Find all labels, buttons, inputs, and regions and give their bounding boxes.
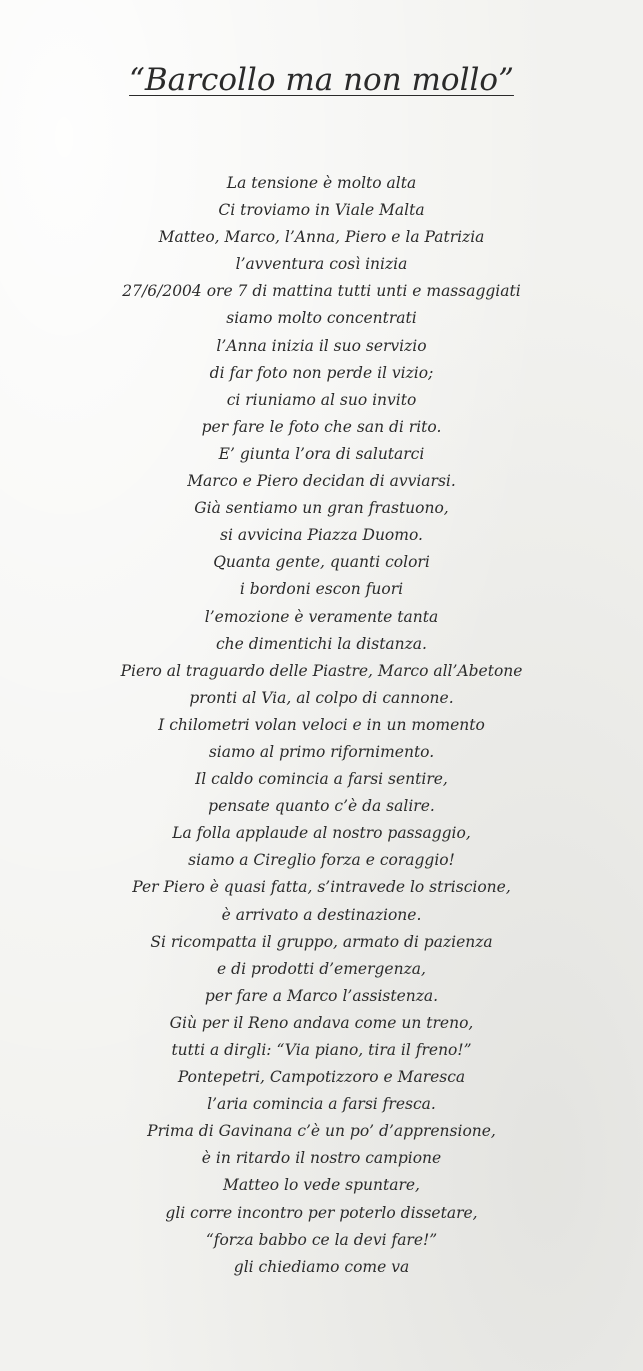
poem-line: La tensione è molto alta bbox=[226, 174, 417, 192]
poem-line: Giù per il Reno andava come un treno, bbox=[169, 1013, 474, 1032]
poem-line: siamo al primo rifornimento. bbox=[208, 742, 435, 761]
poem-line: e di prodotti d’emergenza, bbox=[217, 959, 426, 978]
poem-line: siamo molto concentrati bbox=[226, 309, 417, 328]
poem-line: Per Piero è quasi fatta, s’intravede lo striscione, bbox=[132, 878, 511, 897]
poem-line: I chilometri volan veloci e in un momento bbox=[158, 715, 485, 734]
poem-line: si avvicina Piazza Duomo. bbox=[220, 526, 423, 545]
poem-line: gli corre incontro per poterlo dissetare, bbox=[165, 1203, 478, 1222]
poem-line: l’Anna inizia il suo servizio bbox=[216, 336, 427, 355]
poem-line: siamo a Cireglio forza e coraggio! bbox=[188, 851, 455, 870]
poem-line: 27/6/2004 ore 7 di mattina tutti unti e massaggiati bbox=[122, 282, 521, 301]
poem-line: ci riuniamo al suo invito bbox=[226, 390, 417, 409]
poem-line: l’aria comincia a farsi fresca. bbox=[207, 1095, 436, 1114]
poem-line: Marco e Piero decidan di avviarsi. bbox=[187, 472, 456, 491]
poem-line: Si ricompatta il gruppo, armato di pazienza bbox=[150, 932, 493, 951]
poem-line: i bordoni escon fuori bbox=[239, 580, 404, 599]
poem-title-text: “Barcollo ma non mollo” bbox=[129, 62, 514, 98]
poem-line: è arrivato a destinazione. bbox=[221, 905, 422, 924]
poem-line: è in ritardo il nostro campione bbox=[201, 1149, 442, 1168]
poem-line: Prima di Gavinana c’è un po’ d’apprensione, bbox=[147, 1122, 496, 1141]
poem-line: per fare a Marco l’assistenza. bbox=[204, 986, 439, 1005]
poem-line: pronti al Via, al colpo di cannone. bbox=[189, 688, 454, 707]
poem-line: Già sentiamo un gran frastuono, bbox=[194, 499, 449, 518]
poem-line: Il caldo comincia a farsi sentire, bbox=[195, 770, 448, 789]
poem-line: Matteo lo vede spuntare, bbox=[223, 1176, 420, 1195]
poem-line: per fare le foto che san di rito. bbox=[201, 417, 442, 436]
poem-line: Pontepetri, Campotizzoro e Maresca bbox=[177, 1068, 466, 1087]
poem-line: di far foto non perde il vizio; bbox=[209, 363, 434, 382]
poem-title bbox=[0, 62, 643, 98]
poem-line: l’avventura così inizia bbox=[235, 255, 408, 274]
poem-line: Piero al traguardo delle Piastre, Marco all’Abetone bbox=[120, 661, 523, 680]
poem-line: gli chiediamo come va bbox=[233, 1257, 410, 1276]
poem-line: E’ giunta l’ora di salutarci bbox=[218, 444, 425, 463]
poem-line: Quanta gente, quanti colori bbox=[213, 553, 430, 572]
poem-line: l’emozione è veramente tanta bbox=[204, 607, 439, 626]
poem-line: tutti a dirgli: “Via piano, tira il freno!” bbox=[171, 1041, 472, 1059]
poem-body bbox=[0, 170, 643, 1281]
poem-line: Ci troviamo in Viale Malta bbox=[218, 201, 425, 220]
poem-line: che dimentichi la distanza. bbox=[216, 634, 427, 653]
poem-line: Matteo, Marco, l’Anna, Piero e la Patrizia bbox=[158, 228, 485, 247]
poem-line: pensate quanto c’è da salire. bbox=[208, 797, 435, 816]
poem-line: La folla applaude al nostro passaggio, bbox=[172, 824, 471, 843]
poem-line: “forza babbo ce la devi fare!” bbox=[205, 1230, 438, 1249]
